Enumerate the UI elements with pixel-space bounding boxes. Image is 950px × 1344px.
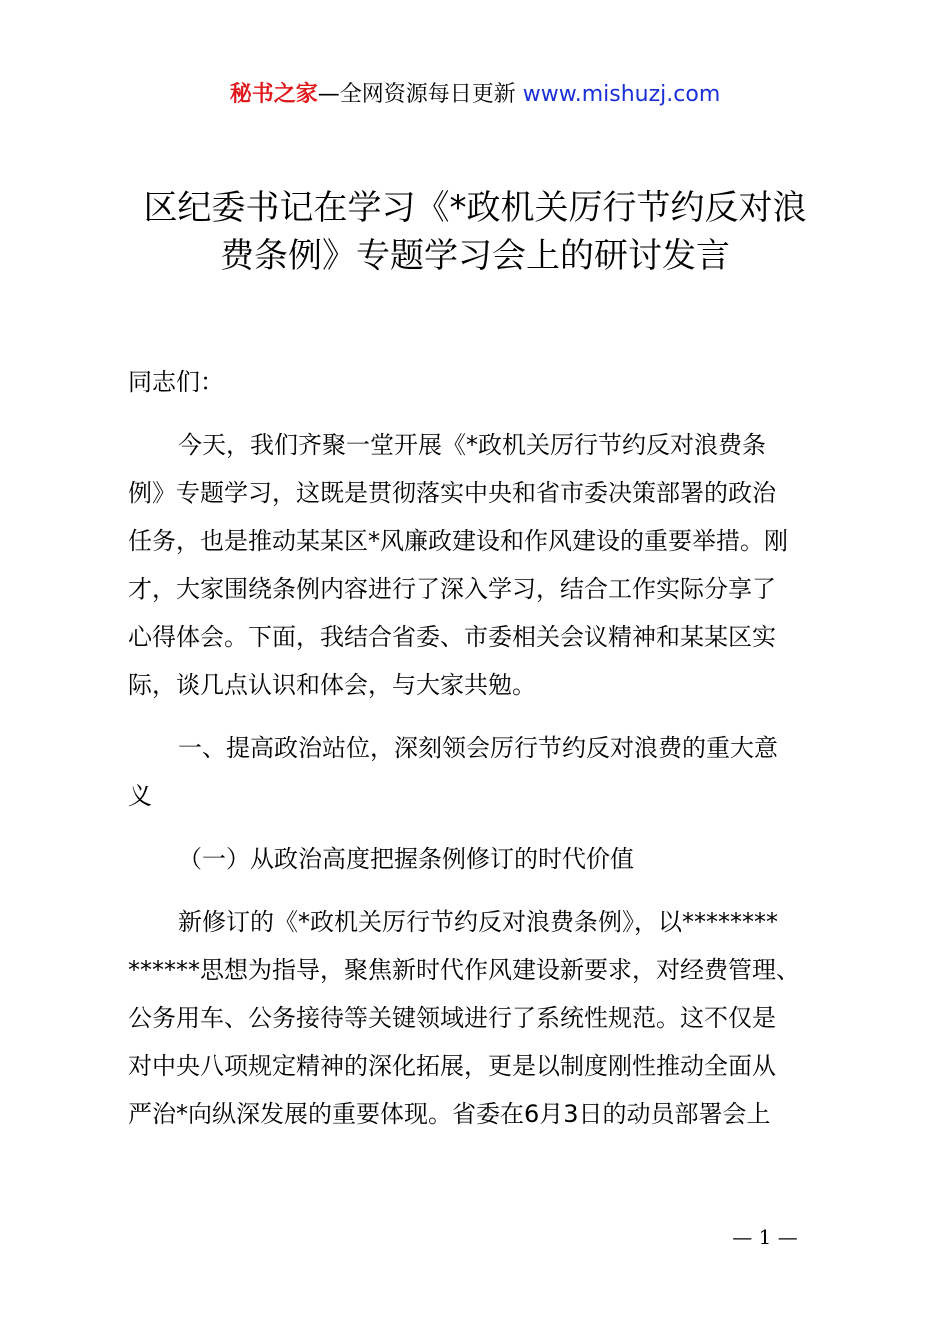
text-line: 对中央八项规定精神的深化拓展，更是以制度刚性推动全面从: [128, 1052, 776, 1080]
document-title: [110, 184, 840, 280]
site-header: [0, 80, 950, 110]
subsection-heading: （一）从政治高度把握条例修订的时代价值: [178, 845, 634, 873]
title-line: 费条例》专题学习会上的研讨发言: [220, 236, 730, 276]
document-body: [128, 358, 833, 1138]
text-line: 心得体会。下面，我结合省委、市委相关会议精神和某某区实: [128, 623, 776, 651]
text-line: 一、提高政治站位，深刻领会厉行节约反对浪费的重大意: [178, 734, 778, 762]
text-line: 义: [128, 782, 152, 810]
paragraph-body: [128, 898, 833, 1138]
text-line: 才，大家围绕条例内容进行了深入学习，结合工作实际分享了: [128, 575, 776, 603]
title-line: 区纪委书记在学习《*政机关厉行节约反对浪: [143, 188, 807, 228]
page-number: — 1 —: [732, 1225, 798, 1249]
text-line: 际，谈几点认识和体会，与大家共勉。: [128, 671, 536, 699]
text-line: 今天，我们齐聚一堂开展《*政机关厉行节约反对浪费条: [178, 431, 766, 459]
paragraph-intro: [128, 421, 833, 709]
text-line: 任务，也是推动某某区*风廉政建设和作风建设的重要举措。刚: [128, 527, 788, 555]
text-line: 严治*向纵深发展的重要体现。省委在6月3日的动员部署会上: [128, 1100, 771, 1128]
salutation: 同志们：: [128, 368, 224, 396]
site-url-link[interactable]: www.mishuzj.com: [522, 82, 721, 107]
text-line: 例》专题学习，这既是贯彻落实中央和省市委决策部署的政治: [128, 479, 776, 507]
text-line: 新修订的《*政机关厉行节约反对浪费条例》，以********: [178, 908, 778, 936]
brand-name: 秘书之家: [229, 82, 318, 107]
text-line: ******思想为指导，聚焦新时代作风建设新要求，对经费管理、: [128, 956, 800, 984]
section-heading: [128, 724, 833, 820]
header-slogan: —全网资源每日更新: [317, 82, 516, 107]
text-line: 公务用车、公务接待等关键领域进行了系统性规范。这不仅是: [128, 1004, 776, 1032]
